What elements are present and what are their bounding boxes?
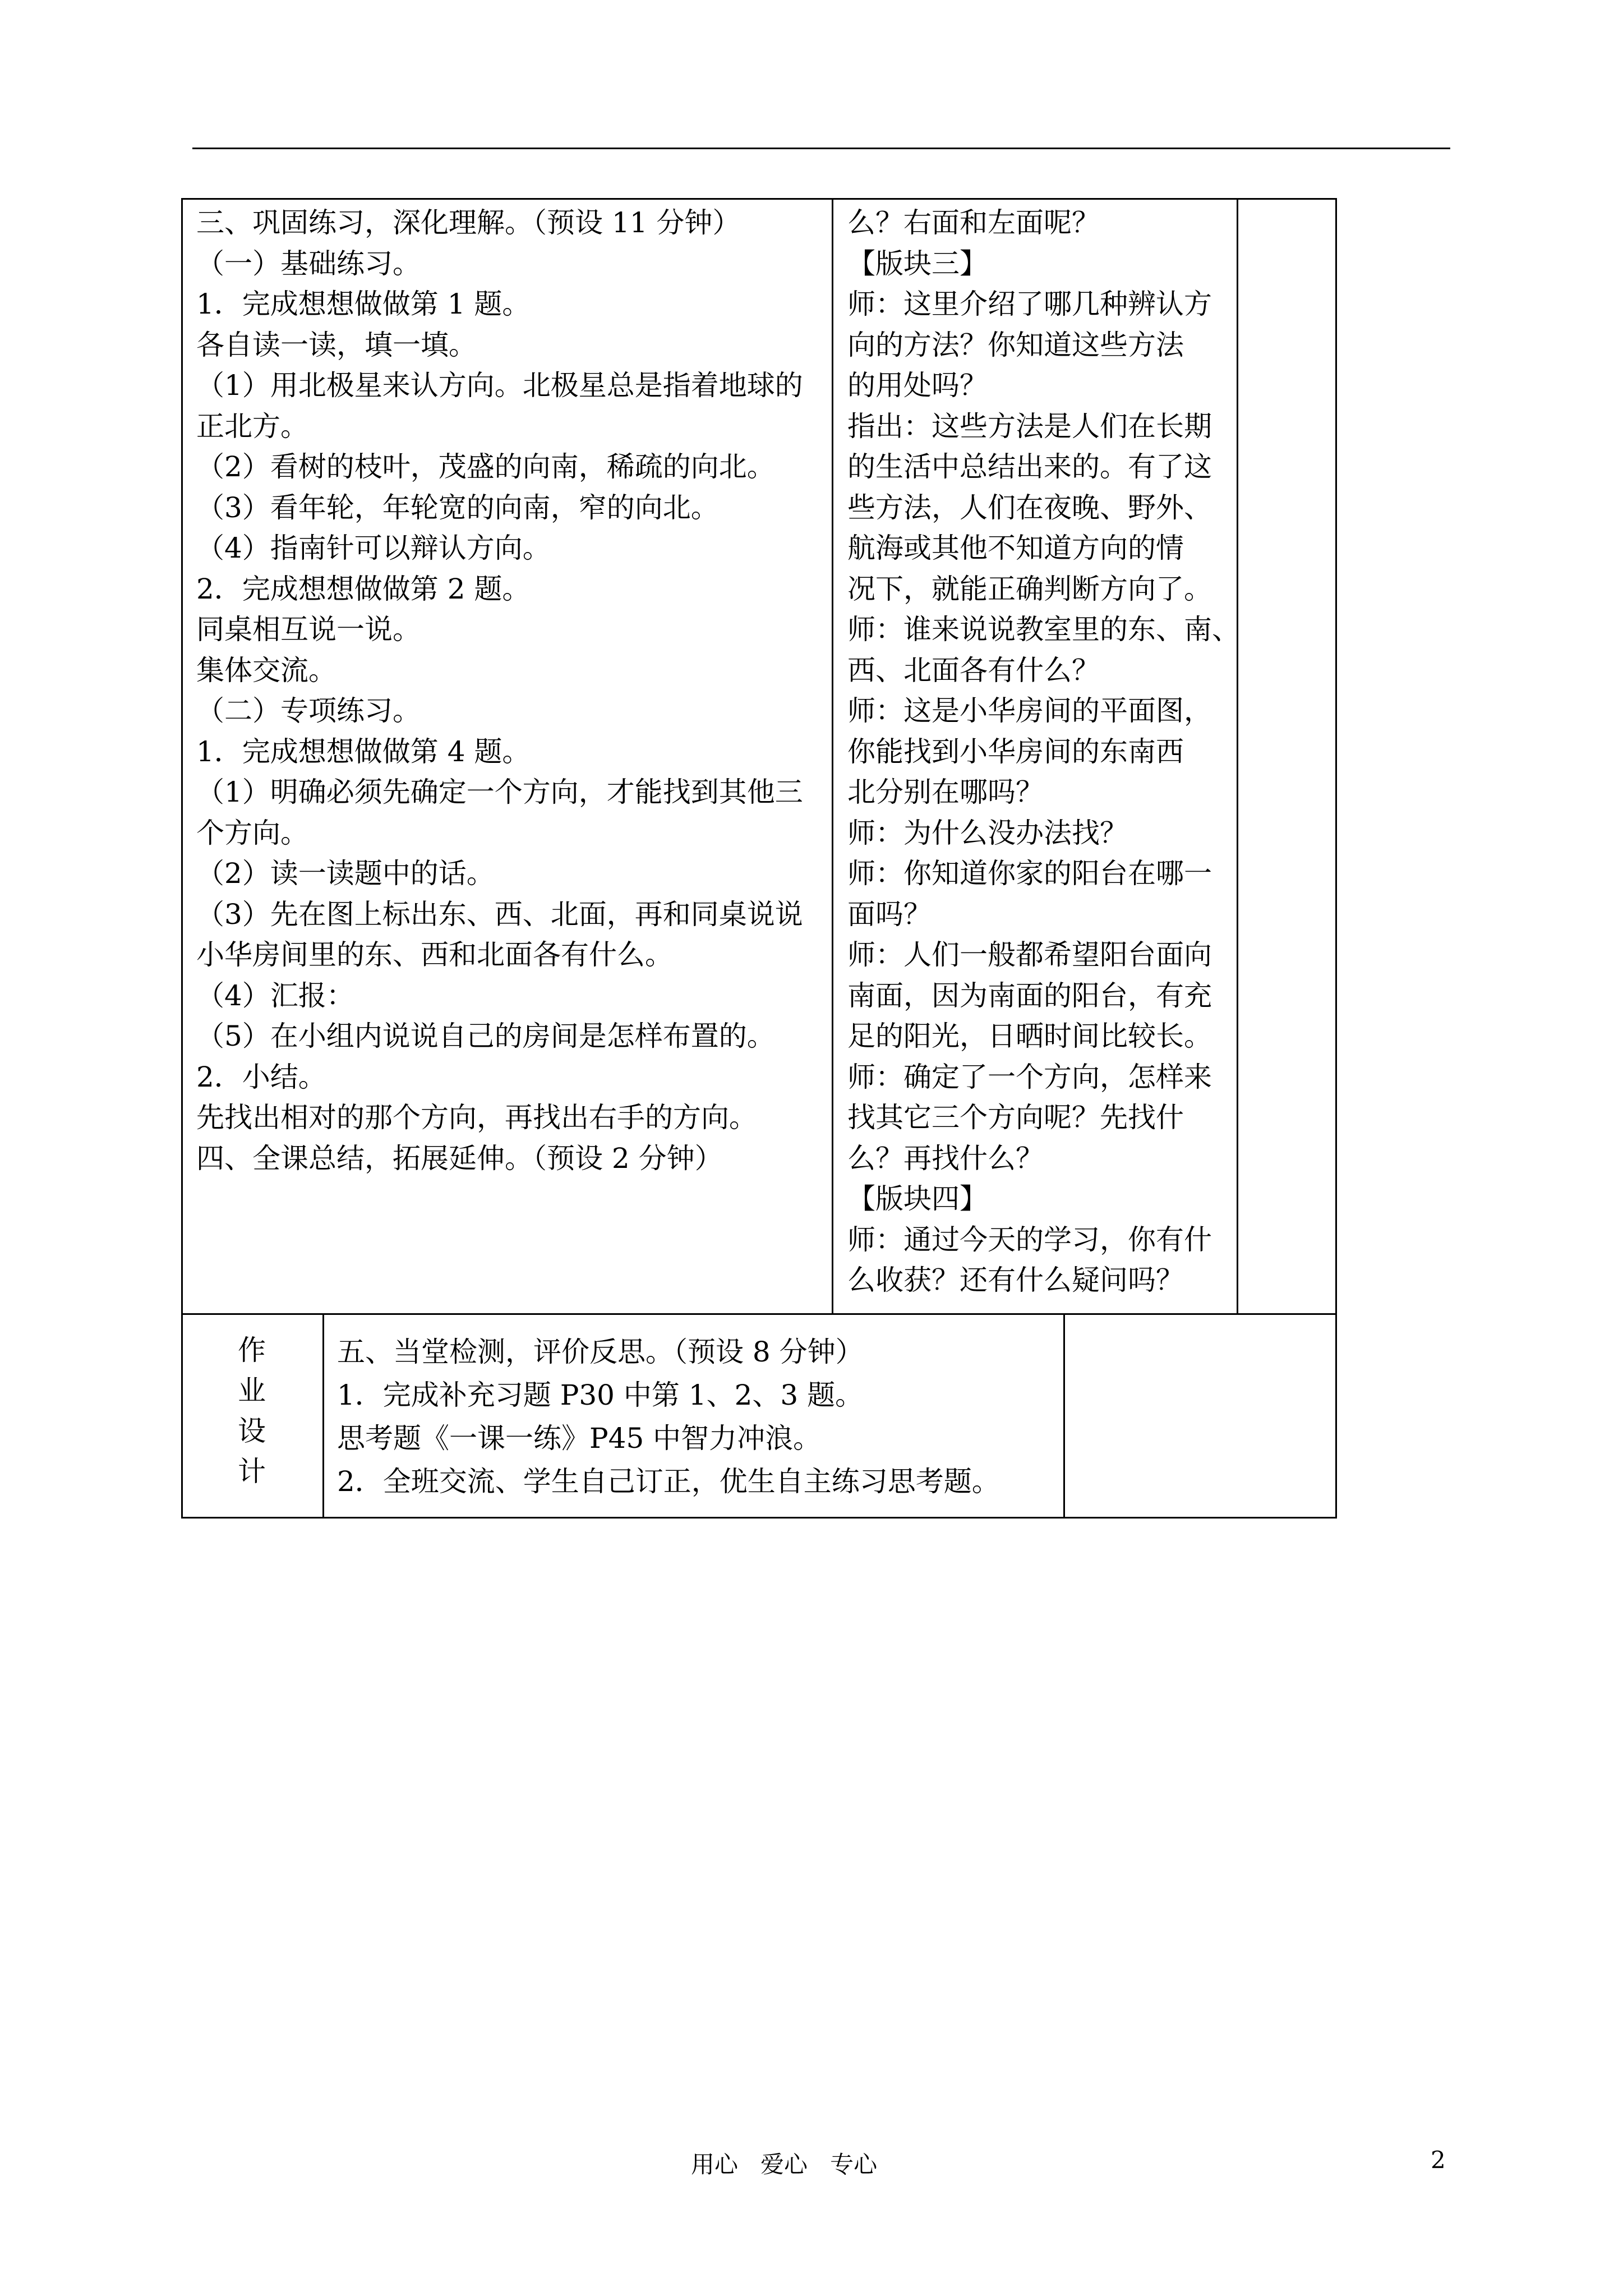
text-line: （2）看树的枝叶，茂盛的向南，稀疏的向北。	[196, 450, 775, 483]
text-line: （一）基础练习。	[196, 247, 421, 280]
label-char: 作	[238, 1334, 266, 1366]
text-line: 向的方法？你知道这些方法	[847, 328, 1184, 361]
teacher-guidance-text	[847, 203, 1240, 1301]
homework-line: 1．完成补充习题 P30 中第 1、2、3 题。	[337, 1379, 864, 1411]
text-line: 么收获？还有什么疑问吗？	[847, 1264, 1184, 1296]
homework-right-divider	[1063, 1313, 1065, 1519]
text-line: 的用处吗？	[847, 369, 988, 402]
text-line: 1．完成想想做做第 4 题。	[196, 735, 531, 768]
label-char: 设	[238, 1415, 266, 1447]
text-line: 些方法，人们在夜晚、野外、	[847, 491, 1212, 524]
table-border-top	[181, 198, 1337, 200]
text-line: 么？右面和左面呢？	[847, 206, 1100, 239]
text-line: 2．小结。	[196, 1060, 326, 1093]
text-line: 四、全课总结，拓展延伸。（预设 2 分钟）	[196, 1142, 723, 1175]
text-line: （4）指南针可以辩认方向。	[196, 532, 551, 564]
text-line: （3）看年轮，年轮宽的向南，窄的向北。	[196, 491, 719, 524]
text-line: 足的阳光，日晒时间比较长。	[847, 1020, 1212, 1052]
text-line: 师：这是小华房间的平面图，	[847, 694, 1212, 727]
text-line: 师：这里介绍了哪几种辨认方	[847, 288, 1212, 320]
text-line: 师：通过今天的学习，你有什	[847, 1223, 1212, 1256]
text-line: 集体交流。	[196, 654, 336, 687]
text-line: （1）明确必须先确定一个方向，才能找到其他三	[196, 776, 803, 808]
text-line: 指出：这些方法是人们在长期	[847, 409, 1212, 443]
text-line: 2．完成想想做做第 2 题。	[196, 572, 531, 605]
text-line: 【版块三】	[847, 247, 988, 280]
text-line: 北分别在哪吗？	[847, 776, 1044, 808]
text-line: （2）读一读题中的话。	[196, 857, 495, 890]
label-char: 计	[238, 1455, 266, 1488]
text-line: （4）汇报：	[196, 979, 354, 1012]
text-line: 师：为什么没办法找？	[847, 816, 1128, 849]
homework-design-label	[229, 1330, 274, 1492]
text-line: （5）在小组内说说自己的房间是怎样布置的。	[196, 1020, 775, 1052]
text-line: 正北方。	[196, 409, 308, 443]
page-number: 2	[1431, 2146, 1446, 2174]
text-line: 师：谁来说说教室里的东、南、	[847, 613, 1240, 646]
text-line: （3）先在图上标出东、西、北面，再和同桌说说	[196, 898, 803, 931]
text-line: 个方向。	[196, 816, 308, 849]
text-line: 你能找到小华房间的东南西	[847, 735, 1184, 768]
text-line: 【版块四】	[847, 1182, 988, 1215]
text-line: 西、北面各有什么？	[847, 654, 1100, 687]
text-line: 1．完成想想做做第 1 题。	[196, 288, 531, 320]
table-border-bottom	[181, 1517, 1337, 1519]
text-line: （二）专项练习。	[196, 694, 421, 727]
text-line: 么？再找什么？	[847, 1142, 1044, 1175]
table-border-right	[1335, 198, 1337, 1519]
homework-line: 2．全班交流、学生自己订正，优生自主练习思考题。	[337, 1465, 1000, 1498]
text-line: 先找出相对的那个方向，再找出右手的方向。	[196, 1101, 757, 1134]
text-line: 同桌相互说一说。	[196, 613, 421, 646]
homework-content	[337, 1331, 1000, 1503]
text-line: （1）用北极星来认方向。北极星总是指着地球的	[196, 369, 803, 402]
text-line: 师：确定了一个方向，怎样来	[847, 1060, 1212, 1093]
homework-line: 思考题《一课一练》P45 中智力冲浪。	[337, 1422, 822, 1455]
text-line: 找其它三个方向呢？先找什	[847, 1101, 1184, 1134]
text-line: 南面，因为南面的阳台，有充	[847, 979, 1212, 1012]
text-line: 的生活中总结出来的。有了这	[847, 450, 1212, 483]
lesson-plan-table	[181, 198, 1337, 1519]
text-line: 三、巩固练习，深化理解。（预设 11 分钟）	[196, 206, 741, 239]
table-border-left	[181, 198, 183, 1519]
text-line: 各自读一读，填一填。	[196, 328, 477, 361]
text-line: 航海或其他不知道方向的情	[847, 532, 1184, 564]
section-divider	[181, 1313, 1337, 1315]
text-line: 面吗？	[847, 898, 932, 931]
text-line: 师：你知道你家的阳台在哪一	[847, 857, 1212, 890]
column-divider-1	[832, 198, 833, 1314]
label-char: 业	[238, 1374, 266, 1407]
header-rule	[192, 148, 1450, 149]
homework-label-divider	[322, 1313, 324, 1519]
text-line: 师：人们一般都希望阳台面向	[847, 938, 1212, 971]
teaching-process-text	[196, 203, 803, 1179]
homework-line: 五、当堂检测，评价反思。（预设 8 分钟）	[337, 1336, 864, 1368]
text-line: 况下，就能正确判断方向了。	[847, 572, 1212, 605]
footer-motto: 用心 爱心 专心	[691, 2151, 878, 2178]
text-line: 小华房间里的东、西和北面各有什么。	[196, 938, 673, 971]
